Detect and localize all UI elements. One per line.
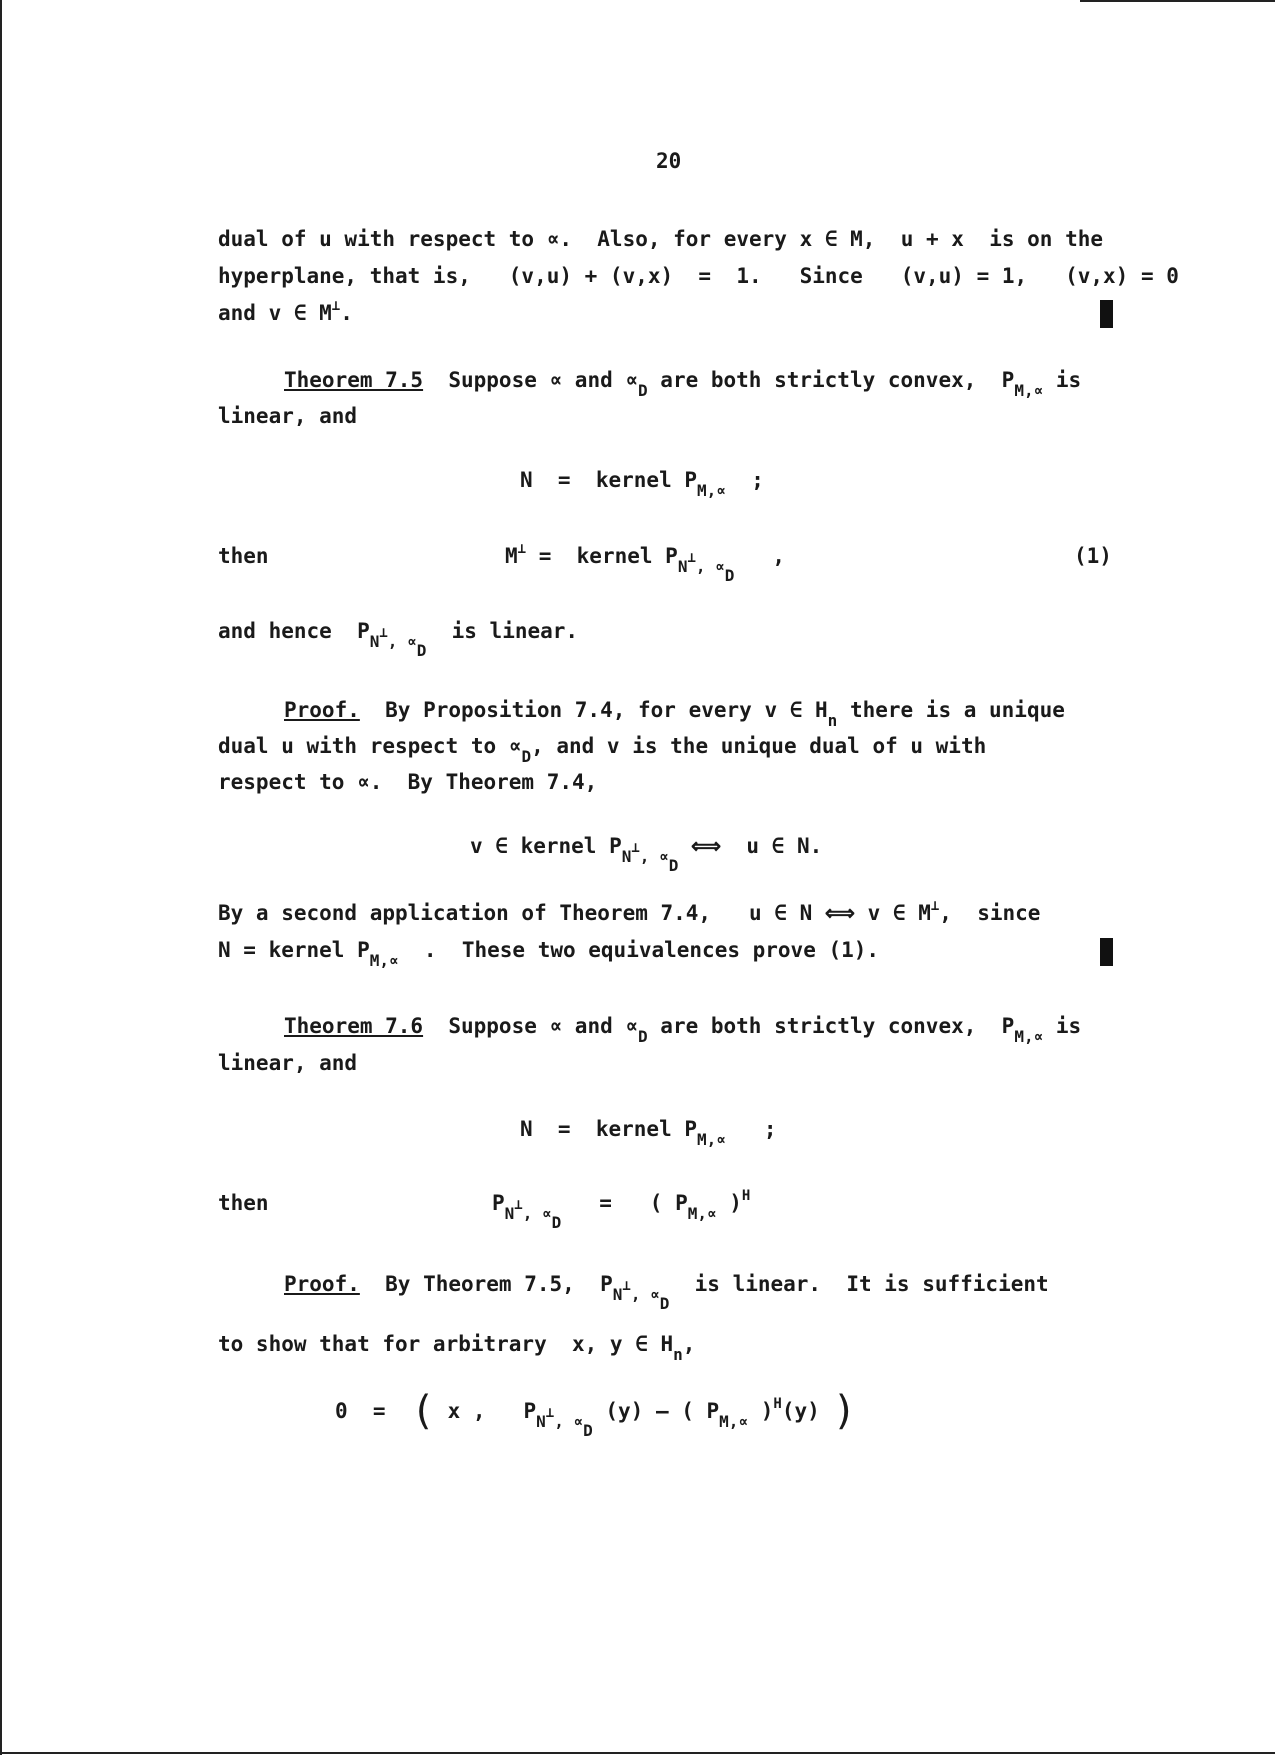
proof-label: Proof.: [284, 698, 360, 722]
paragraph-line: By a second application of Theorem 7.4, u ∈ N ⟺ v ∈ M⊥, since: [218, 898, 1041, 925]
equation: N = kernel $P_{M,\propto}$ ;: [520, 468, 764, 500]
theorem-label: Theorem 7.5: [284, 368, 424, 392]
proof-line: Proof. By Proposition 7.4, for every v ∈ $H_n$ there is a unique: [284, 698, 1065, 730]
theorem-7-6-line: Theorem 7.6 Suppose ∝ and $\propto_D$ are both strictly convex, $P_{M,\propto}$ is: [284, 1014, 1082, 1046]
paragraph-line: hyperplane, that is, (v,u) + (v,x) = 1. Since (v,u) = 1, (v,x) = 0: [218, 264, 1179, 288]
paragraph-line: linear, and: [218, 1051, 358, 1075]
scan-edge-top: [1080, 0, 1275, 2]
proof-label: Proof.: [284, 1272, 360, 1296]
qed-mark: [1100, 300, 1113, 328]
theorem-label: Theorem 7.6: [284, 1014, 424, 1038]
theorem-7-5-line: Theorem 7.5 Suppose ∝ and $\propto_D$ are both strictly convex, $P_{M,\propto}$ is: [284, 368, 1082, 400]
equation-number: (1): [1074, 544, 1112, 568]
paragraph-line: linear, and: [218, 404, 358, 428]
equation: 0 = ( x , $P_{N^\perp, \propto_D}$ (y) – ( $P_{M,\propto}$ )$^H$(y) ): [335, 1388, 857, 1440]
paragraph-line: dual of u with respect to ∝. Also, for every x ∈ M, u + x is on the: [218, 227, 1104, 251]
paragraph-line: and hence $P_{N^\perp, \propto_D}$ is linear.: [218, 619, 579, 660]
paragraph-line: to show that for arbitrary x, y ∈ $H_n$,: [218, 1332, 696, 1364]
equation: $P_{N^\perp, \propto_D}$ = ( $P_{M,\propto}$ )$^H$: [492, 1188, 751, 1232]
paragraph-line: dual u with respect to $\propto_D$, and v is the unique dual of u with: [218, 734, 987, 766]
scan-edge-left: [0, 0, 2, 1755]
equation: v ∈ kernel $P_{N^\perp, \propto_D}$ ⟺ u ∈ N.: [470, 834, 823, 875]
proof-line: Proof. By Theorem 7.5, $P_{N^\perp, \propto_D}$ is linear. It is sufficient: [284, 1272, 1049, 1313]
page-number: 20: [656, 149, 682, 173]
right-paren: ): [832, 1388, 857, 1434]
left-paren: (: [410, 1388, 435, 1434]
equation: M⊥ = kernel $P_{N^\perp, \propto_D}$ ,: [505, 541, 786, 585]
paragraph-line: respect to ∝. By Theorem 7.4,: [218, 770, 598, 794]
paragraph-line: N = kernel $P_{M,\propto}$ . These two equivalences prove (1).: [218, 938, 880, 970]
equation: N = kernel $P_{M,\propto}$ ;: [520, 1117, 777, 1149]
scan-edge-bottom: [0, 1752, 1275, 1754]
qed-mark: [1100, 938, 1113, 966]
then-label: then: [218, 544, 269, 568]
paragraph-line: and v ∈ M⊥.: [218, 298, 353, 325]
then-label: then: [218, 1191, 269, 1215]
